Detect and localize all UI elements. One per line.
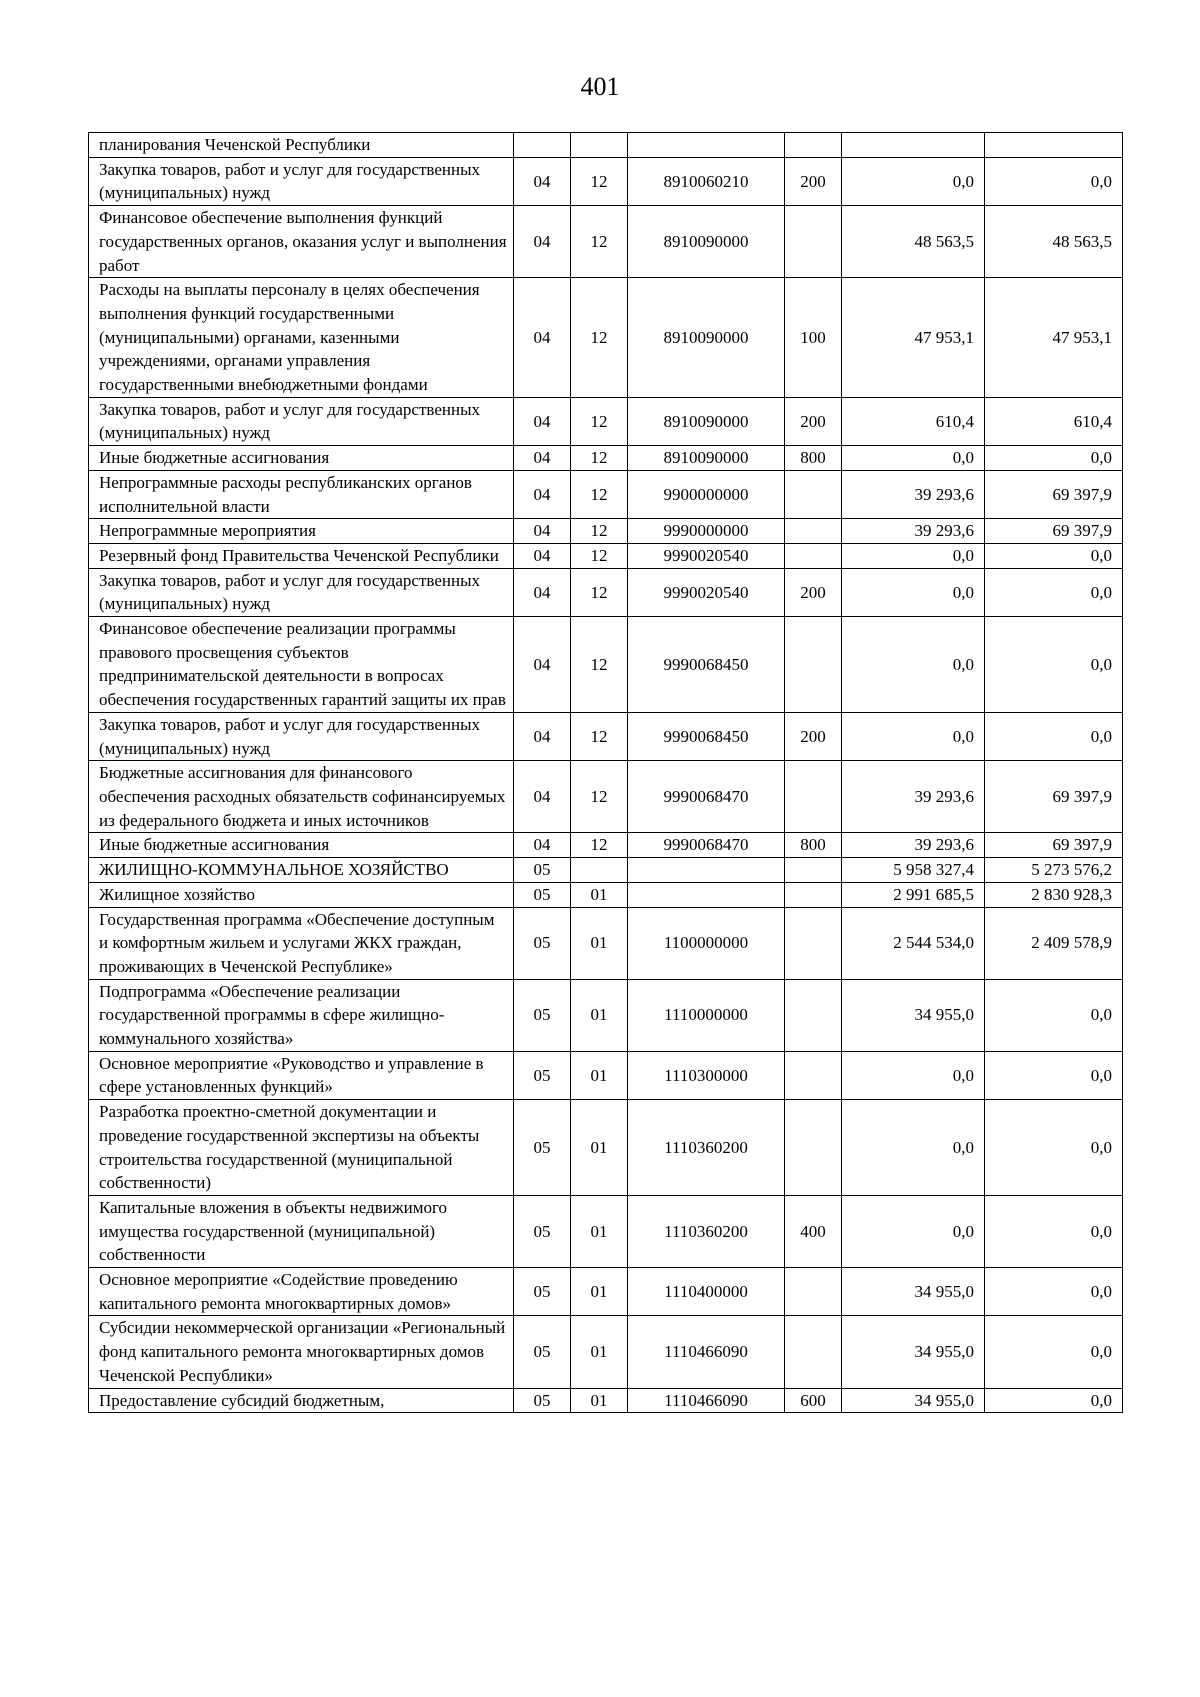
amount-year1-cell: 610,4 bbox=[842, 397, 985, 445]
row-name-cell: Жилищное хозяйство bbox=[89, 882, 514, 907]
section-code-cell: 05 bbox=[514, 1268, 571, 1316]
target-article-cell: 1110360200 bbox=[628, 1195, 785, 1267]
amount-year2-cell: 0,0 bbox=[985, 1195, 1123, 1267]
section-code-cell: 04 bbox=[514, 470, 571, 518]
expense-type-cell bbox=[785, 907, 842, 979]
expense-type-cell bbox=[785, 1316, 842, 1388]
target-article-cell: 8910090000 bbox=[628, 206, 785, 278]
amount-year2-cell: 69 397,9 bbox=[985, 833, 1123, 858]
amount-year2-cell: 0,0 bbox=[985, 712, 1123, 760]
target-article-cell: 9900000000 bbox=[628, 470, 785, 518]
expense-type-cell bbox=[785, 617, 842, 713]
expense-type-cell: 200 bbox=[785, 157, 842, 205]
subsection-code-cell: 12 bbox=[571, 157, 628, 205]
amount-year2-cell: 48 563,5 bbox=[985, 206, 1123, 278]
section-code-cell: 05 bbox=[514, 882, 571, 907]
amount-year2-cell: 5 273 576,2 bbox=[985, 858, 1123, 883]
table-row bbox=[89, 206, 1123, 278]
table-row bbox=[89, 519, 1123, 544]
amount-year2-cell: 0,0 bbox=[985, 1051, 1123, 1099]
amount-year1-cell: 39 293,6 bbox=[842, 519, 985, 544]
target-article-cell: 1100000000 bbox=[628, 907, 785, 979]
row-name-cell: Закупка товаров, работ и услуг для государственных (муниципальных) нужд bbox=[89, 568, 514, 616]
row-name-cell: Финансовое обеспечение выполнения функций государственных органов, оказания услуг и выполнения работ bbox=[89, 206, 514, 278]
target-article-cell: 1110400000 bbox=[628, 1268, 785, 1316]
page-number: 401 bbox=[580, 72, 620, 101]
subsection-code-cell: 01 bbox=[571, 979, 628, 1051]
target-article-cell bbox=[628, 133, 785, 158]
subsection-code-cell: 12 bbox=[571, 761, 628, 833]
target-article-cell: 9990020540 bbox=[628, 568, 785, 616]
expense-type-cell bbox=[785, 1051, 842, 1099]
expense-type-cell bbox=[785, 979, 842, 1051]
table-row bbox=[89, 1100, 1123, 1196]
amount-year2-cell: 0,0 bbox=[985, 543, 1123, 568]
table-row bbox=[89, 1388, 1123, 1413]
amount-year2-cell: 2 409 578,9 bbox=[985, 907, 1123, 979]
expense-type-cell: 200 bbox=[785, 568, 842, 616]
amount-year1-cell: 34 955,0 bbox=[842, 979, 985, 1051]
amount-year1-cell: 0,0 bbox=[842, 617, 985, 713]
table-row bbox=[89, 1268, 1123, 1316]
budget-table bbox=[88, 132, 1123, 1413]
target-article-cell: 9990068450 bbox=[628, 617, 785, 713]
amount-year1-cell: 2 544 534,0 bbox=[842, 907, 985, 979]
amount-year2-cell: 0,0 bbox=[985, 157, 1123, 205]
target-article-cell: 8910060210 bbox=[628, 157, 785, 205]
subsection-code-cell: 01 bbox=[571, 1388, 628, 1413]
section-code-cell bbox=[514, 133, 571, 158]
expense-type-cell: 800 bbox=[785, 833, 842, 858]
target-article-cell: 9990000000 bbox=[628, 519, 785, 544]
section-code-cell: 04 bbox=[514, 833, 571, 858]
subsection-code-cell: 12 bbox=[571, 278, 628, 398]
amount-year1-cell: 0,0 bbox=[842, 712, 985, 760]
section-code-cell: 05 bbox=[514, 1316, 571, 1388]
row-name-cell: Резервный фонд Правительства Чеченской Республики bbox=[89, 543, 514, 568]
subsection-code-cell: 12 bbox=[571, 446, 628, 471]
table-row bbox=[89, 858, 1123, 883]
row-name-cell: Закупка товаров, работ и услуг для государственных (муниципальных) нужд bbox=[89, 712, 514, 760]
subsection-code-cell: 01 bbox=[571, 1195, 628, 1267]
section-code-cell: 04 bbox=[514, 278, 571, 398]
table-row bbox=[89, 133, 1123, 158]
amount-year1-cell: 0,0 bbox=[842, 1100, 985, 1196]
target-article-cell: 1110466090 bbox=[628, 1388, 785, 1413]
amount-year1-cell: 34 955,0 bbox=[842, 1316, 985, 1388]
target-article-cell bbox=[628, 882, 785, 907]
subsection-code-cell: 12 bbox=[571, 712, 628, 760]
section-code-cell: 04 bbox=[514, 397, 571, 445]
amount-year2-cell: 0,0 bbox=[985, 1388, 1123, 1413]
subsection-code-cell bbox=[571, 858, 628, 883]
amount-year1-cell: 34 955,0 bbox=[842, 1388, 985, 1413]
expense-type-cell: 800 bbox=[785, 446, 842, 471]
section-code-cell: 04 bbox=[514, 157, 571, 205]
amount-year1-cell: 47 953,1 bbox=[842, 278, 985, 398]
subsection-code-cell: 12 bbox=[571, 519, 628, 544]
table-row bbox=[89, 617, 1123, 713]
subsection-code-cell: 01 bbox=[571, 1051, 628, 1099]
section-code-cell: 05 bbox=[514, 1388, 571, 1413]
row-name-cell: Субсидии некоммерческой организации «Региональный фонд капитального ремонта многоквартирных домов Чеченской Республики» bbox=[89, 1316, 514, 1388]
amount-year1-cell: 0,0 bbox=[842, 568, 985, 616]
amount-year2-cell: 0,0 bbox=[985, 446, 1123, 471]
expense-type-cell bbox=[785, 543, 842, 568]
row-name-cell: Бюджетные ассигнования для финансового обеспечения расходных обязательств софинансируемых из федерального бюджета и иных источников bbox=[89, 761, 514, 833]
amount-year1-cell bbox=[842, 133, 985, 158]
amount-year1-cell: 39 293,6 bbox=[842, 833, 985, 858]
subsection-code-cell: 12 bbox=[571, 833, 628, 858]
table-row bbox=[89, 470, 1123, 518]
subsection-code-cell: 12 bbox=[571, 397, 628, 445]
subsection-code-cell: 01 bbox=[571, 1100, 628, 1196]
budget-table-body bbox=[89, 133, 1123, 1413]
row-name-cell: ЖИЛИЩНО-КОММУНАЛЬНОЕ ХОЗЯЙСТВО bbox=[89, 858, 514, 883]
section-code-cell: 05 bbox=[514, 858, 571, 883]
target-article-cell: 8910090000 bbox=[628, 278, 785, 398]
target-article-cell: 8910090000 bbox=[628, 397, 785, 445]
amount-year1-cell: 0,0 bbox=[842, 446, 985, 471]
table-row bbox=[89, 278, 1123, 398]
subsection-code-cell: 01 bbox=[571, 907, 628, 979]
row-name-cell: Основное мероприятие «Руководство и управление в сфере установленных функций» bbox=[89, 1051, 514, 1099]
row-name-cell: Подпрограмма «Обеспечение реализации государственной программы в сфере жилищно-коммунального хозяйства» bbox=[89, 979, 514, 1051]
row-name-cell: Иные бюджетные ассигнования bbox=[89, 833, 514, 858]
amount-year1-cell: 48 563,5 bbox=[842, 206, 985, 278]
section-code-cell: 04 bbox=[514, 568, 571, 616]
row-name-cell: планирования Чеченской Республики bbox=[89, 133, 514, 158]
amount-year2-cell: 69 397,9 bbox=[985, 470, 1123, 518]
table-row bbox=[89, 761, 1123, 833]
table-row bbox=[89, 1195, 1123, 1267]
section-code-cell: 04 bbox=[514, 761, 571, 833]
expense-type-cell bbox=[785, 470, 842, 518]
expense-type-cell bbox=[785, 882, 842, 907]
expense-type-cell bbox=[785, 1268, 842, 1316]
expense-type-cell: 600 bbox=[785, 1388, 842, 1413]
row-name-cell: Финансовое обеспечение реализации программы правового просвещения субъектов предпринимательской деятельности в вопросах обеспечения государственных гарантий защиты их прав bbox=[89, 617, 514, 713]
target-article-cell: 1110360200 bbox=[628, 1100, 785, 1196]
table-row bbox=[89, 1051, 1123, 1099]
section-code-cell: 05 bbox=[514, 1100, 571, 1196]
table-row bbox=[89, 397, 1123, 445]
amount-year2-cell: 0,0 bbox=[985, 617, 1123, 713]
row-name-cell: Непрограммные мероприятия bbox=[89, 519, 514, 544]
target-article-cell bbox=[628, 858, 785, 883]
section-code-cell: 04 bbox=[514, 712, 571, 760]
subsection-code-cell: 12 bbox=[571, 543, 628, 568]
row-name-cell: Капитальные вложения в объекты недвижимого имущества государственной (муниципальной) собственности bbox=[89, 1195, 514, 1267]
table-row bbox=[89, 882, 1123, 907]
amount-year1-cell: 0,0 bbox=[842, 1051, 985, 1099]
section-code-cell: 04 bbox=[514, 617, 571, 713]
subsection-code-cell: 12 bbox=[571, 568, 628, 616]
table-row bbox=[89, 1316, 1123, 1388]
row-name-cell: Закупка товаров, работ и услуг для государственных (муниципальных) нужд bbox=[89, 397, 514, 445]
target-article-cell: 8910090000 bbox=[628, 446, 785, 471]
subsection-code-cell: 01 bbox=[571, 1316, 628, 1388]
target-article-cell: 9990068470 bbox=[628, 761, 785, 833]
amount-year2-cell: 610,4 bbox=[985, 397, 1123, 445]
section-code-cell: 04 bbox=[514, 206, 571, 278]
subsection-code-cell: 01 bbox=[571, 882, 628, 907]
amount-year1-cell: 39 293,6 bbox=[842, 761, 985, 833]
row-name-cell: Иные бюджетные ассигнования bbox=[89, 446, 514, 471]
row-name-cell: Непрограммные расходы республиканских органов исполнительной власти bbox=[89, 470, 514, 518]
amount-year1-cell: 39 293,6 bbox=[842, 470, 985, 518]
table-row bbox=[89, 543, 1123, 568]
row-name-cell: Разработка проектно-сметной документации и проведение государственной экспертизы на объекты строительства государственной (муниципальной собственности) bbox=[89, 1100, 514, 1196]
section-code-cell: 05 bbox=[514, 979, 571, 1051]
expense-type-cell bbox=[785, 761, 842, 833]
amount-year2-cell: 0,0 bbox=[985, 979, 1123, 1051]
amount-year1-cell: 2 991 685,5 bbox=[842, 882, 985, 907]
expense-type-cell: 400 bbox=[785, 1195, 842, 1267]
subsection-code-cell bbox=[571, 133, 628, 158]
table-row bbox=[89, 568, 1123, 616]
section-code-cell: 04 bbox=[514, 543, 571, 568]
amount-year2-cell: 0,0 bbox=[985, 1268, 1123, 1316]
amount-year1-cell: 0,0 bbox=[842, 157, 985, 205]
row-name-cell: Закупка товаров, работ и услуг для государственных (муниципальных) нужд bbox=[89, 157, 514, 205]
amount-year2-cell: 0,0 bbox=[985, 1316, 1123, 1388]
section-code-cell: 05 bbox=[514, 1051, 571, 1099]
expense-type-cell bbox=[785, 519, 842, 544]
subsection-code-cell: 12 bbox=[571, 617, 628, 713]
amount-year2-cell: 69 397,9 bbox=[985, 761, 1123, 833]
expense-type-cell: 100 bbox=[785, 278, 842, 398]
amount-year2-cell: 0,0 bbox=[985, 1100, 1123, 1196]
target-article-cell: 9990020540 bbox=[628, 543, 785, 568]
amount-year2-cell: 0,0 bbox=[985, 568, 1123, 616]
amount-year2-cell bbox=[985, 133, 1123, 158]
target-article-cell: 9990068470 bbox=[628, 833, 785, 858]
amount-year2-cell: 2 830 928,3 bbox=[985, 882, 1123, 907]
amount-year2-cell: 47 953,1 bbox=[985, 278, 1123, 398]
section-code-cell: 04 bbox=[514, 446, 571, 471]
row-name-cell: Предоставление субсидий бюджетным, bbox=[89, 1388, 514, 1413]
table-row bbox=[89, 446, 1123, 471]
section-code-cell: 05 bbox=[514, 907, 571, 979]
target-article-cell: 9990068450 bbox=[628, 712, 785, 760]
row-name-cell: Государственная программа «Обеспечение доступным и комфортным жильем и услугами ЖКХ граждан, проживающих в Чеченской Республике» bbox=[89, 907, 514, 979]
target-article-cell: 1110000000 bbox=[628, 979, 785, 1051]
expense-type-cell bbox=[785, 133, 842, 158]
section-code-cell: 05 bbox=[514, 1195, 571, 1267]
table-row bbox=[89, 979, 1123, 1051]
subsection-code-cell: 12 bbox=[571, 206, 628, 278]
amount-year2-cell: 69 397,9 bbox=[985, 519, 1123, 544]
section-code-cell: 04 bbox=[514, 519, 571, 544]
expense-type-cell: 200 bbox=[785, 397, 842, 445]
expense-type-cell: 200 bbox=[785, 712, 842, 760]
amount-year1-cell: 5 958 327,4 bbox=[842, 858, 985, 883]
amount-year1-cell: 34 955,0 bbox=[842, 1268, 985, 1316]
table-row bbox=[89, 712, 1123, 760]
expense-type-cell bbox=[785, 858, 842, 883]
subsection-code-cell: 12 bbox=[571, 470, 628, 518]
table-row bbox=[89, 157, 1123, 205]
target-article-cell: 1110300000 bbox=[628, 1051, 785, 1099]
amount-year1-cell: 0,0 bbox=[842, 543, 985, 568]
target-article-cell: 1110466090 bbox=[628, 1316, 785, 1388]
subsection-code-cell: 01 bbox=[571, 1268, 628, 1316]
table-row bbox=[89, 833, 1123, 858]
table-row bbox=[89, 907, 1123, 979]
expense-type-cell bbox=[785, 1100, 842, 1196]
row-name-cell: Основное мероприятие «Содействие проведению капитального ремонта многоквартирных домов» bbox=[89, 1268, 514, 1316]
expense-type-cell bbox=[785, 206, 842, 278]
row-name-cell: Расходы на выплаты персоналу в целях обеспечения выполнения функций государственными (муниципальными) органами, казенными учреждениями, органами управления государственными внебюджетными фондами bbox=[89, 278, 514, 398]
amount-year1-cell: 0,0 bbox=[842, 1195, 985, 1267]
